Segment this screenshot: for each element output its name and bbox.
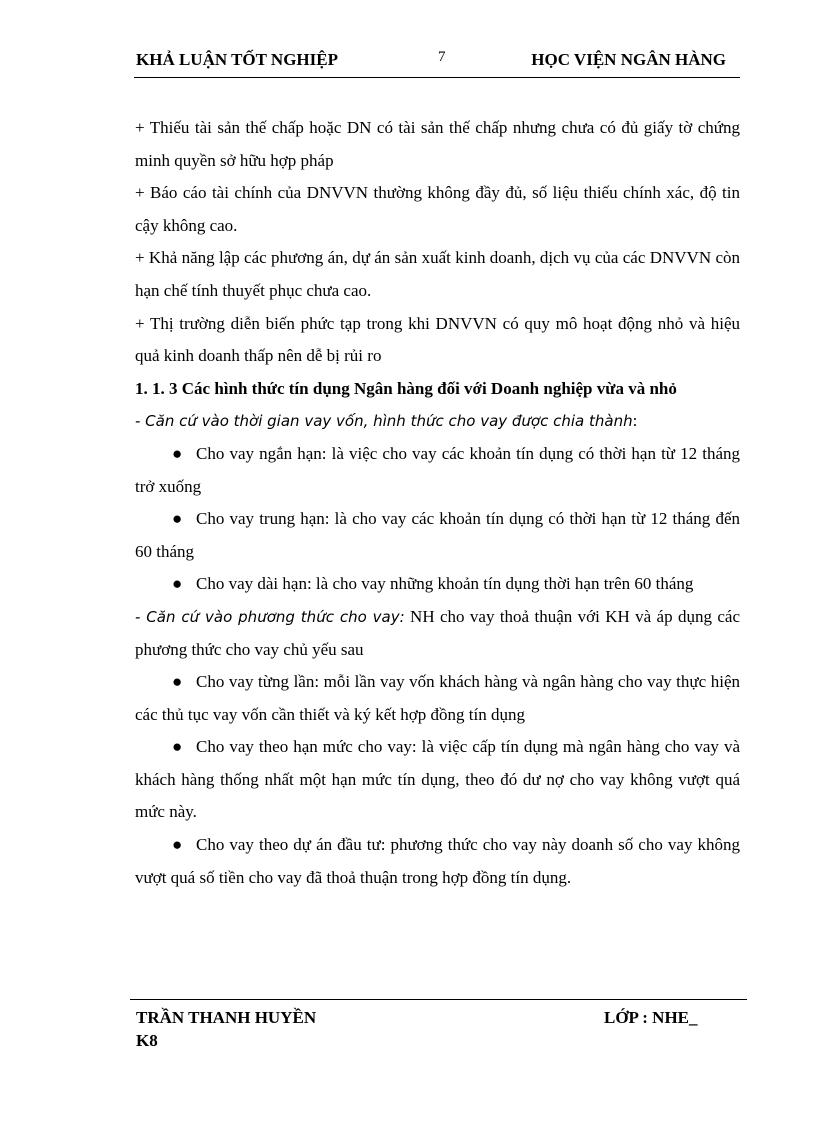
- intro-line: [135, 601, 740, 666]
- page-header: [134, 47, 740, 78]
- list-item: [135, 438, 740, 503]
- header-thesis-title: KHẢ LUẬN TỐT NGHIỆP: [136, 50, 338, 69]
- list-item: [135, 568, 740, 601]
- document-body: [135, 112, 740, 894]
- intro-colon: :: [632, 411, 638, 431]
- class-suffix: K8: [136, 1031, 158, 1050]
- bullet-icon: ●: [172, 737, 183, 757]
- page-number: 7: [438, 49, 446, 65]
- intro-italic: - Căn cứ vào phương thức cho vay:: [135, 607, 405, 626]
- list-item: [135, 503, 740, 568]
- list-item-text: Cho vay theo hạn mức cho vay: là việc cấp tín dụng mà ngân hàng cho vay và khách hàng thống nhất một hạn mức tín dụng, theo đó dư nợ cho vay không vượt quá mức này.: [135, 737, 740, 822]
- list-item-text: Cho vay dài hạn: là cho vay những khoản tín dụng thời hạn trên 60 tháng: [196, 574, 694, 594]
- list-item-text: Cho vay theo dự án đầu tư: phương thức cho vay này doanh số cho vay không vượt quá số tiền cho vay đã thoả thuận trong hợp đồng tín dụng.: [135, 835, 740, 887]
- list-item: [135, 666, 740, 731]
- author-name: TRẦN THANH HUYỀN: [136, 1008, 317, 1027]
- list-item-text: Cho vay trung hạn: là cho vay các khoản tín dụng có thời hạn từ 12 tháng đến 60 tháng: [135, 509, 740, 561]
- list-item: [135, 829, 740, 894]
- intro-line: [135, 405, 740, 438]
- page-footer: [130, 999, 747, 1050]
- paragraph: + Báo cáo tài chính của DNVVN thường không đầy đủ, số liệu thiếu chính xác, độ tin cậy không cao.: [135, 183, 740, 235]
- header-institution: HỌC VIỆN NGÂN HÀNG: [531, 50, 726, 69]
- intro-italic: - Căn cứ vào thời gian vay vốn, hình thức cho vay được chia thành: [135, 412, 633, 431]
- paragraph: + Thị trường diễn biến phức tạp trong khi DNVVN có quy mô hoạt động nhỏ và hiệu quả kinh doanh thấp nên dễ bị rủi ro: [135, 313, 740, 366]
- class-label: LỚP : NHE_: [604, 1008, 698, 1027]
- list-item-text: Cho vay ngắn hạn: là việc cho vay các khoản tín dụng có thời hạn từ 12 tháng trở xuống: [135, 443, 740, 496]
- bullet-icon: ●: [172, 509, 183, 529]
- bullet-icon: ●: [172, 574, 183, 594]
- intro-rest: NH cho vay thoả thuận với KH và áp dụng các phương thức cho vay chủ yếu sau: [135, 606, 740, 659]
- list-item-text: Cho vay từng lần: mỗi lần vay vốn khách hàng và ngân hàng cho vay thực hiện các thủ tục vay vốn cần thiết và ký kết hợp đồng tín dụng: [135, 672, 740, 724]
- paragraph: + Thiếu tài sản thế chấp hoặc DN có tài sản thế chấp nhưng chưa có đủ giấy tờ chứng minh quyền sở hữu hợp pháp: [135, 118, 740, 170]
- paragraph: + Khả năng lập các phương án, dự án sản xuất kinh doanh, dịch vụ của các DNVVN còn hạn chế tính thuyết phục chưa cao.: [135, 248, 740, 300]
- bullet-icon: ●: [172, 835, 183, 855]
- bullet-icon: ●: [172, 443, 183, 463]
- list-item: [135, 731, 740, 829]
- section-heading: 1. 1. 3 Các hình thức tín dụng Ngân hàng đối với Doanh nghiệp vừa và nhỏ: [135, 378, 677, 398]
- bullet-icon: ●: [172, 672, 183, 692]
